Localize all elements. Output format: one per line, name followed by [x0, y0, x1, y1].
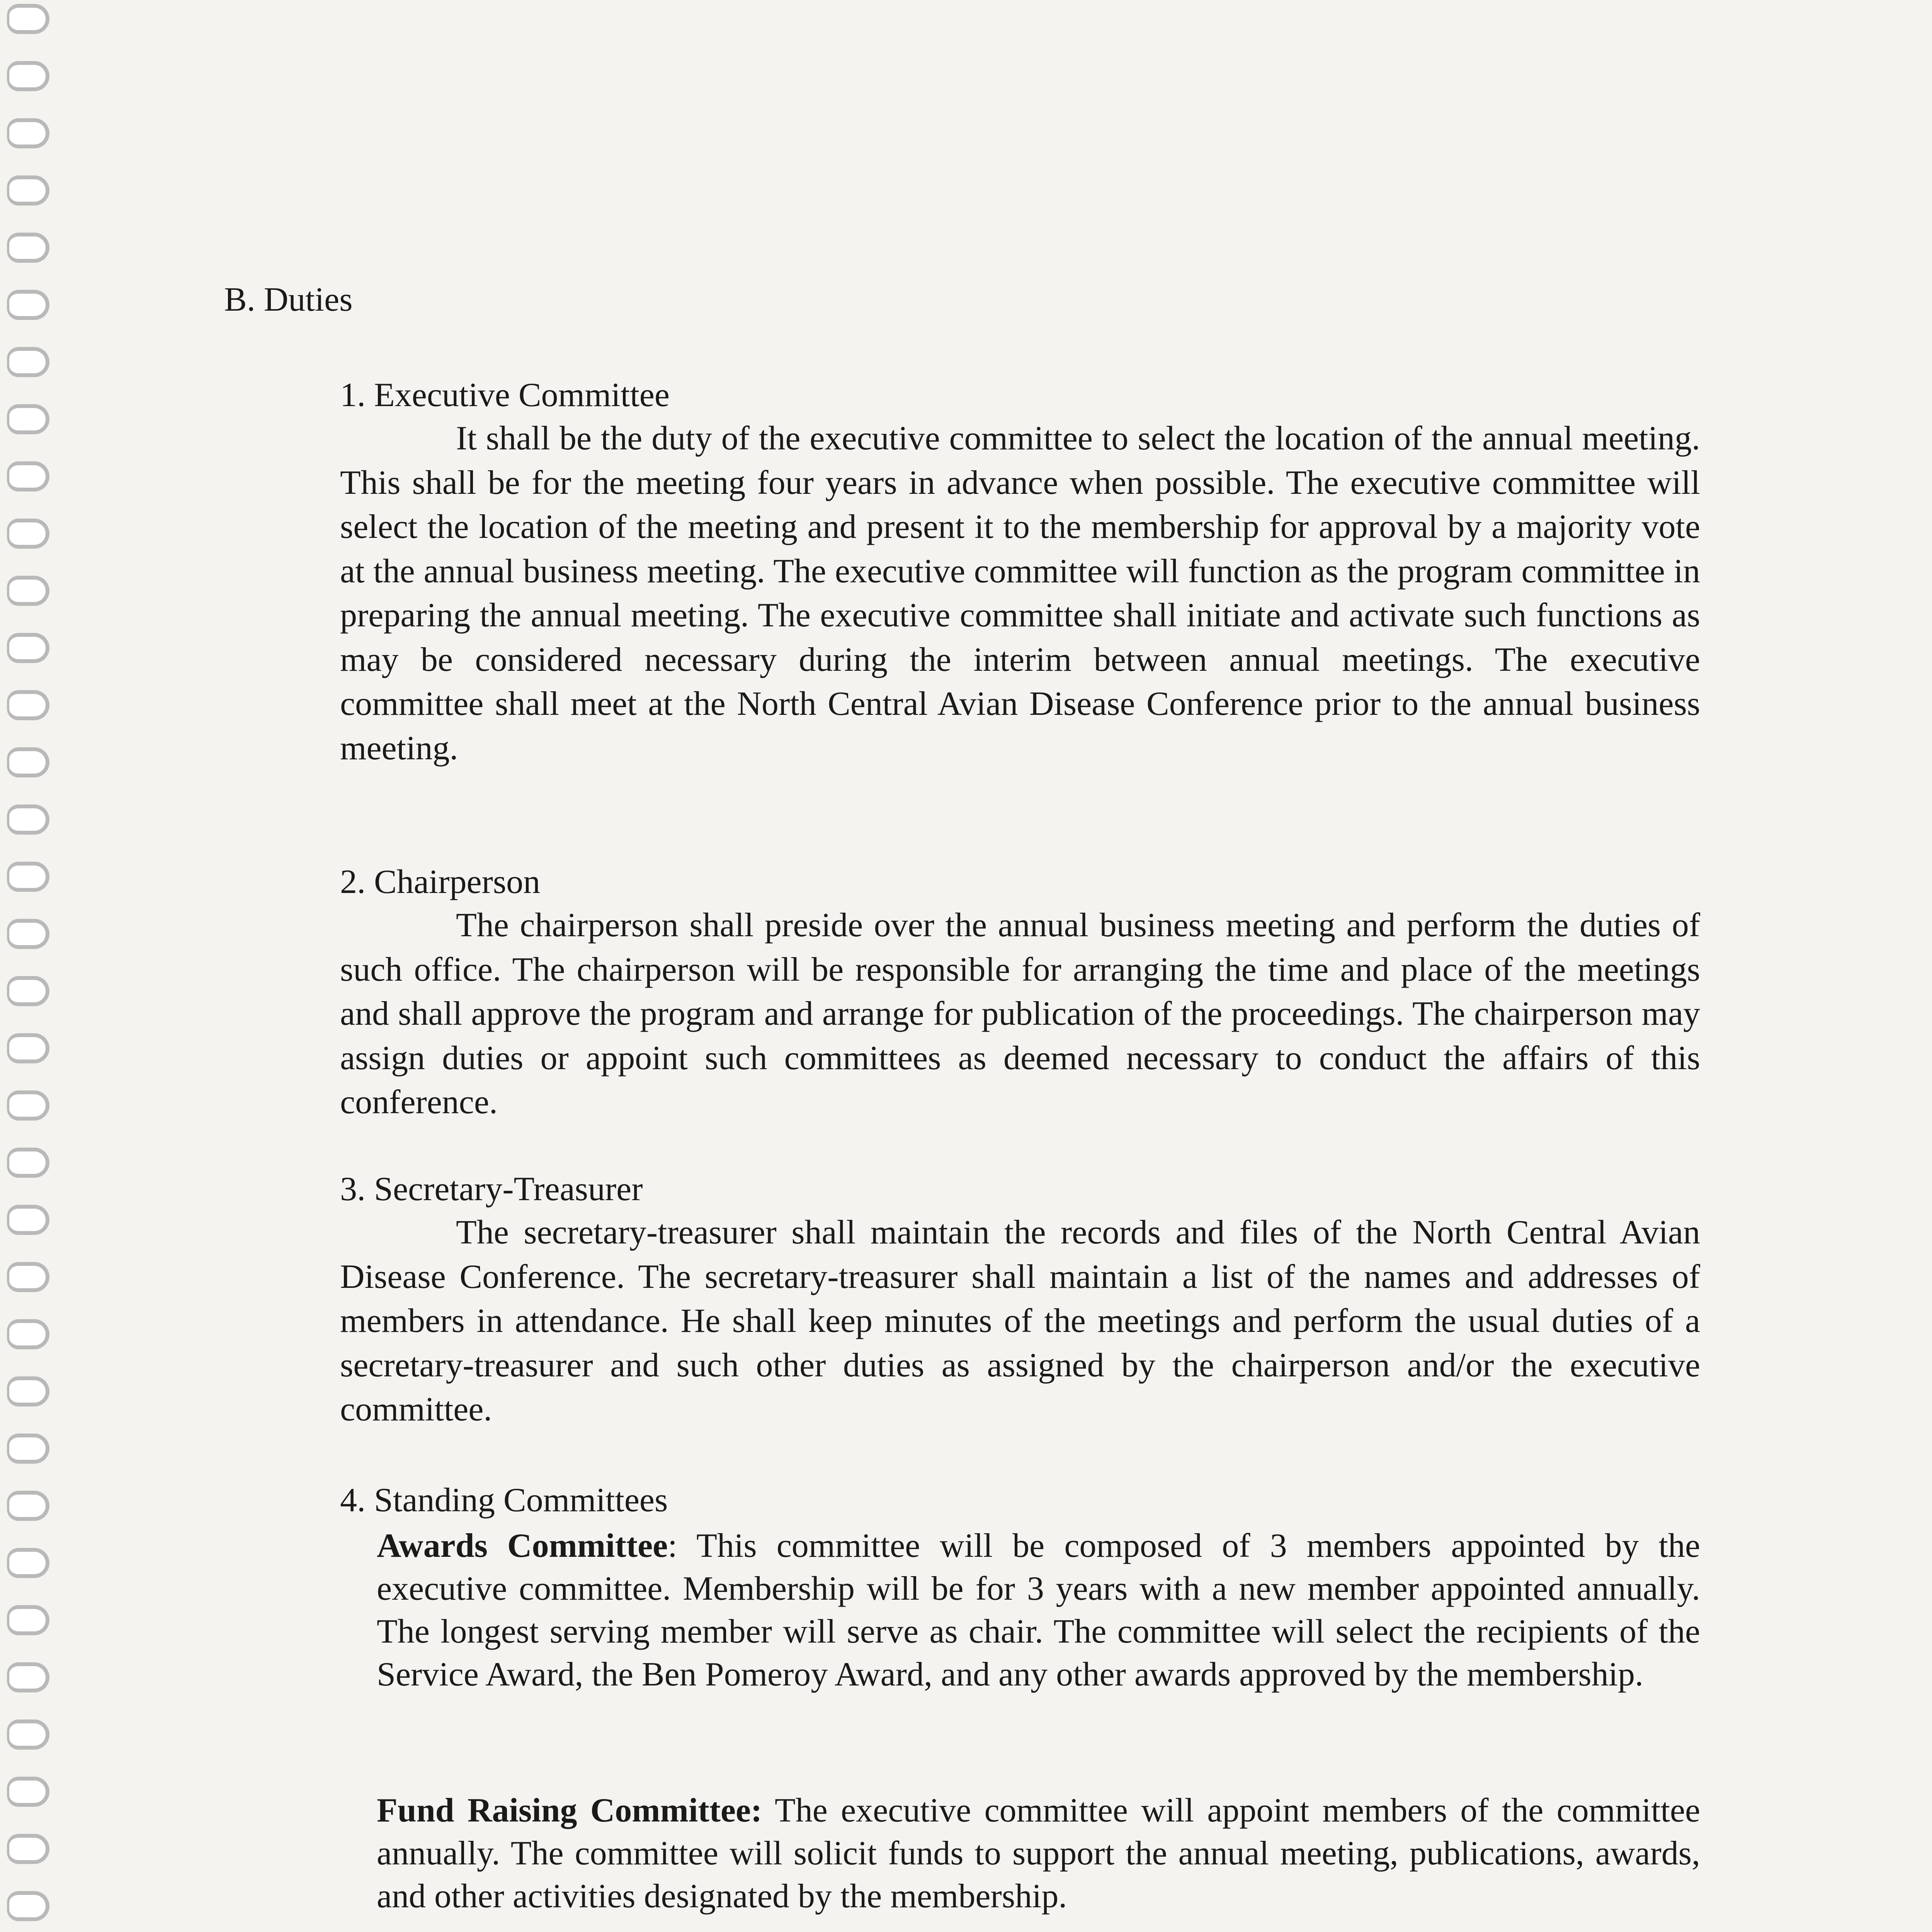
binding-ring: [7, 347, 49, 377]
binding-ring: [7, 862, 49, 892]
committee-text: This committee will be composed of 3 members appointed by the executive committee. Membership will be for 3 years with a new member appointed annually. The longest serving member will serve as chair. The committee will select the recipients of the Service Award, the Ben Pomeroy Award, and any other awards approved by the membership.: [377, 1527, 1700, 1693]
binding-ring: [7, 1891, 49, 1921]
binding-ring: [7, 233, 49, 263]
binding-ring: [7, 1090, 49, 1121]
binding-ring: [7, 175, 49, 206]
binding-ring: [7, 1376, 49, 1406]
duty-item-executive-committee: [340, 373, 1700, 770]
binding-ring: [7, 290, 49, 320]
item-body: The secretary-treasurer shall maintain the records and files of the North Central Avian Disease Conference. The secretary-treasurer shall maintain a list of the names and addresses of members in attendance. He shall keep minutes of the meetings and perform the usual duties of a secretary-treasurer and such other duties as assigned by the chairperson and/or the executive committee.: [340, 1214, 1700, 1428]
item-body: It shall be the duty of the executive committee to select the location of the annual meeting. This shall be for the meeting four years in advance when possible. The executive committee will select the location of the meeting and present it to the membership for approval by a majority vote at the annual business meeting. The executive committee will function as the program committee in preparing the annual meeting. The executive committee shall initiate and activate such functions as may be considered necessary during the interim between annual meetings. The executive committee shall meet at the North Central Avian Disease Conference prior to the annual business meeting.: [340, 420, 1700, 767]
binding-ring: [7, 4, 49, 34]
binding-ring: [7, 747, 49, 777]
binding-ring: [7, 804, 49, 835]
binding-ring: [7, 61, 49, 91]
binding-ring: [7, 404, 49, 434]
binding-ring: [7, 1777, 49, 1807]
binding-ring: [7, 118, 49, 148]
binding-ring: [7, 919, 49, 949]
committee-text: The executive committee will appoint members of the committee annually. The committee will solicit funds to support the annual meeting, publications, awards, and other activities designated by the membership.: [377, 1792, 1701, 1915]
item-title: 1. Executive Committee: [340, 376, 670, 414]
item-body: The chairperson shall preside over the annual business meeting and perform the duties of such office. The chairperson will be responsible for arranging the time and place of the meetings and shall approve the program and arrange for publication of the proceedings. The chairperson may assign duties or appoint such committees as deemed necessary to conduct the affairs of this conference.: [340, 906, 1700, 1121]
binding-ring: [7, 1662, 49, 1692]
binding-ring: [7, 1605, 49, 1635]
section-heading: B. Duties: [224, 281, 353, 318]
binding-ring: [7, 519, 49, 549]
duty-item-standing-committees: [340, 1478, 1700, 1522]
binding-ring: [7, 633, 49, 663]
item-title: 3. Secretary-Treasurer: [340, 1170, 643, 1208]
binding-ring: [7, 1834, 49, 1864]
duty-item-chairperson: [340, 860, 1700, 1125]
binding-ring: [7, 1434, 49, 1464]
binding-ring: [7, 576, 49, 606]
committee-fund-raising: [377, 1789, 1700, 1918]
binding-ring: [7, 461, 49, 492]
binding-ring: [7, 1491, 49, 1521]
binding-ring: [7, 1548, 49, 1578]
binding-ring: [7, 1033, 49, 1063]
spiral-binding: [0, 0, 58, 1932]
committee-name: Fund Raising Committee:: [377, 1792, 762, 1829]
binding-ring: [7, 1262, 49, 1292]
binding-ring: [7, 1205, 49, 1235]
committee-name: Awards Committee: [377, 1527, 668, 1565]
item-title: 4. Standing Committees: [340, 1481, 668, 1519]
duty-item-secretary-treasurer: [340, 1167, 1700, 1432]
binding-ring: [7, 976, 49, 1006]
binding-ring: [7, 1148, 49, 1178]
binding-ring: [7, 1319, 49, 1349]
item-title: 2. Chairperson: [340, 863, 541, 901]
committee-separator: :: [668, 1527, 677, 1565]
committee-awards: [377, 1524, 1700, 1696]
binding-ring: [7, 690, 49, 720]
binding-ring: [7, 1719, 49, 1750]
